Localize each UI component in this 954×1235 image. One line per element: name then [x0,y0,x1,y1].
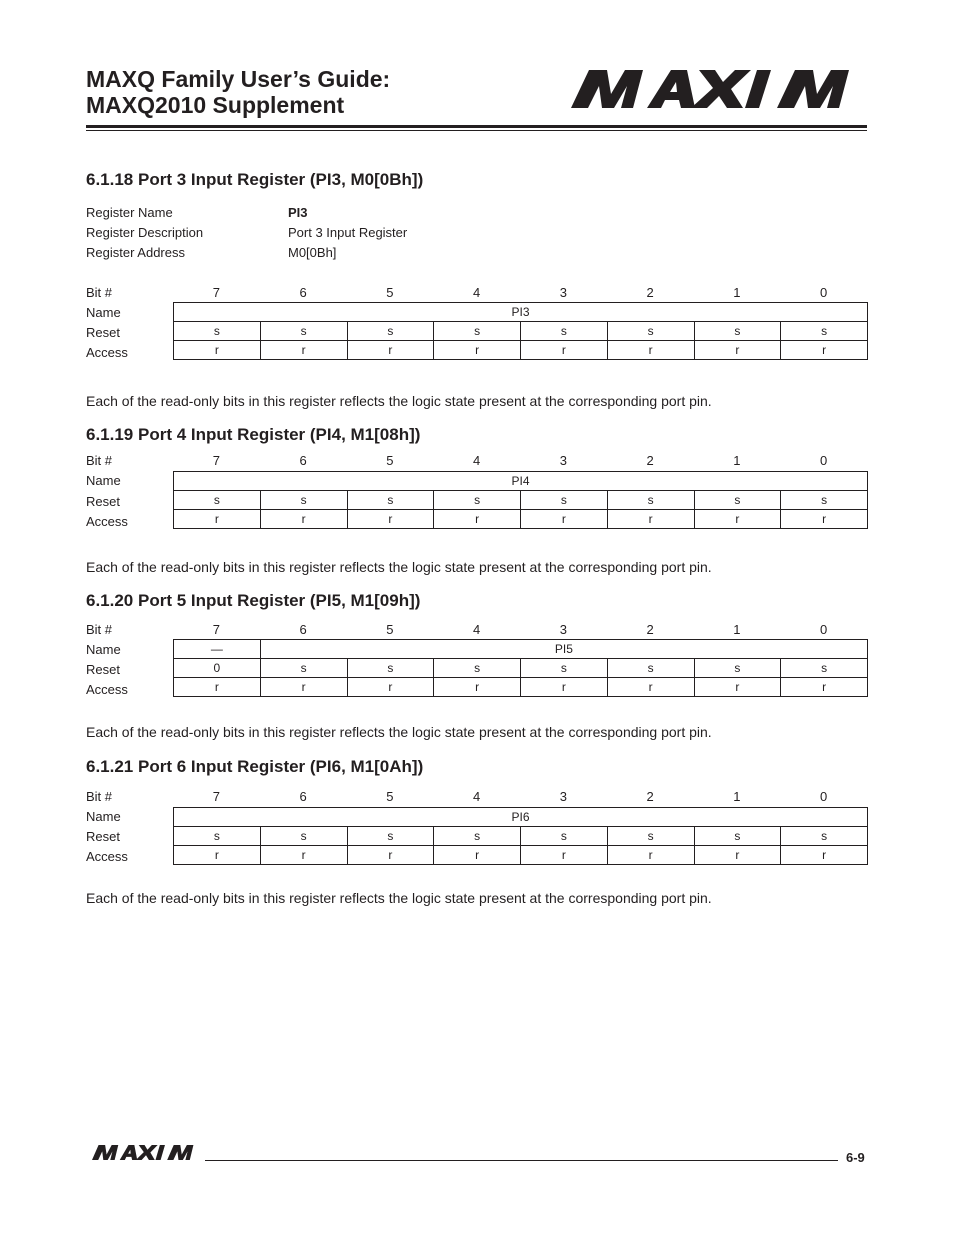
bit-number: 6 [299,789,307,804]
access-cell: r [261,846,348,865]
register-description-paragraph: Each of the read-only bits in this register reflects the logic state present at the corresponding port pin. [86,724,712,740]
bit-number: 7 [212,285,220,300]
reset-cell: s [695,659,782,678]
register-grid [173,302,868,360]
reset-cell: s [261,322,348,341]
access-cell: r [261,510,348,529]
reset-cell: s [608,659,695,678]
reset-row [174,491,868,510]
register-description-label: Register Description [86,225,204,240]
reset-cell: s [695,827,782,846]
name-row [174,303,868,322]
register-address-label: Register Address [86,245,185,260]
register-bit-map [86,285,867,365]
bit-number: 3 [559,789,567,804]
access-row [174,846,868,865]
bit-number-label: Bit # [86,285,113,300]
access-cell: r [348,510,435,529]
access-row [174,678,868,697]
reset-row [174,659,868,678]
reset-cell: s [174,322,261,341]
access-cell: r [434,510,521,529]
access-cell: r [781,678,868,697]
section-heading: 6.1.19 Port 4 Input Register (PI4, M1[08h]) [86,425,421,444]
reset-cell: s [434,659,521,678]
register-grid [173,639,868,697]
name-row [174,472,868,491]
access-cell: r [695,846,782,865]
header-rule-thin [86,130,867,131]
reset-cell: s [781,827,868,846]
bit-number: 0 [820,453,828,468]
access-row-label: Access [86,345,128,360]
page-number: 6-9 [846,1150,865,1165]
access-cell: r [434,678,521,697]
access-cell: r [261,678,348,697]
name-row-label: Name [86,809,121,824]
bit-number-label: Bit # [86,789,113,804]
bit-number: 1 [733,622,741,637]
reset-cell: s [434,491,521,510]
register-grid [173,807,868,865]
footer-rule [205,1160,838,1161]
reset-cell: s [174,491,261,510]
bit-number: 7 [212,622,220,637]
reset-cell: s [261,827,348,846]
access-cell: r [608,341,695,360]
reset-cell: s [781,491,868,510]
reset-cell: s [434,827,521,846]
reset-cell: s [695,491,782,510]
bit-number: 2 [646,789,654,804]
bit-number: 5 [386,453,394,468]
name-field-cell: PI4 [174,472,868,491]
reset-cell: s [348,659,435,678]
access-cell: r [174,678,261,697]
reset-row-label: Reset [86,494,120,509]
access-cell: r [348,678,435,697]
access-cell: r [608,678,695,697]
access-cell: r [521,678,608,697]
bit-number: 0 [820,285,828,300]
bit-number: 6 [299,453,307,468]
bit-number: 3 [559,285,567,300]
access-row-label: Access [86,682,128,697]
reset-cell: s [521,659,608,678]
section-heading: 6.1.20 Port 5 Input Register (PI5, M1[09h]) [86,591,421,610]
access-cell: r [174,846,261,865]
bit-number: 0 [820,622,828,637]
access-cell: r [434,846,521,865]
bit-number: 1 [733,285,741,300]
bit-number: 2 [646,453,654,468]
register-bit-map [86,453,867,533]
reset-cell: s [434,322,521,341]
bit-number: 0 [820,789,828,804]
register-description-paragraph: Each of the read-only bits in this register reflects the logic state present at the corresponding port pin. [86,890,712,906]
access-cell: r [348,846,435,865]
name-field-cell: PI6 [174,808,868,827]
register-bit-map [86,622,867,702]
reset-cell: s [348,491,435,510]
register-name-label: Register Name [86,205,173,220]
bit-number: 3 [559,622,567,637]
access-cell: r [521,510,608,529]
access-cell: r [174,341,261,360]
access-row-label: Access [86,514,128,529]
reset-cell: s [261,491,348,510]
bit-number: 2 [646,285,654,300]
access-cell: r [608,510,695,529]
name-row-label: Name [86,305,121,320]
reset-cell: s [521,491,608,510]
access-cell: r [781,341,868,360]
access-cell: r [521,846,608,865]
bit-number: 4 [473,789,481,804]
reset-cell: s [608,322,695,341]
bit-number: 3 [559,453,567,468]
reset-cell: s [695,322,782,341]
access-row [174,341,868,360]
bit-number: 5 [386,789,394,804]
access-cell: r [174,510,261,529]
bit-number-label: Bit # [86,453,113,468]
reset-cell: 0 [174,659,261,678]
name-unused-bit-cell: — [174,640,261,659]
document-title-line1: MAXQ Family User’s Guide: [86,66,391,92]
access-row-label: Access [86,849,128,864]
bit-number: 1 [733,453,741,468]
bit-number: 4 [473,453,481,468]
name-row [174,640,868,659]
reset-row-label: Reset [86,325,120,340]
register-description-paragraph: Each of the read-only bits in this register reflects the logic state present at the corresponding port pin. [86,393,712,409]
access-cell: r [434,341,521,360]
access-cell: r [521,341,608,360]
register-address-value: M0[0Bh] [288,245,337,260]
name-field-cell: PI5 [261,640,868,659]
reset-cell: s [174,827,261,846]
access-cell: r [781,846,868,865]
reset-cell: s [781,659,868,678]
reset-row-label: Reset [86,829,120,844]
name-row [174,808,868,827]
reset-cell: s [608,491,695,510]
access-cell: r [261,341,348,360]
reset-cell: s [348,322,435,341]
header-rule-thick [86,125,867,128]
reset-cell: s [521,827,608,846]
bit-number: 5 [386,285,394,300]
section-heading: 6.1.18 Port 3 Input Register (PI3, M0[0Bh]) [86,170,424,189]
access-cell: r [348,341,435,360]
name-row-label: Name [86,642,121,657]
access-row [174,510,868,529]
reset-row-label: Reset [86,662,120,677]
reset-cell: s [608,827,695,846]
bit-number: 7 [212,789,220,804]
reset-row [174,827,868,846]
bit-number: 1 [733,789,741,804]
access-cell: r [608,846,695,865]
reset-cell: s [348,827,435,846]
name-field-cell: PI3 [174,303,868,322]
name-row-label: Name [86,473,121,488]
document-title [86,66,390,118]
reset-row [174,322,868,341]
bit-number-label: Bit # [86,622,113,637]
document-title-line2: MAXQ2010 Supplement [86,92,345,118]
maxim-logo [571,70,867,108]
access-cell: r [695,678,782,697]
access-cell: r [695,510,782,529]
reset-cell: s [261,659,348,678]
register-description-value: Port 3 Input Register [288,225,408,240]
maxim-logo-footer [92,1145,200,1160]
access-cell: r [695,341,782,360]
bit-number: 4 [473,285,481,300]
bit-number: 7 [212,453,220,468]
reset-cell: s [781,322,868,341]
register-name-value: PI3 [288,205,308,220]
register-grid [173,471,868,529]
access-cell: r [781,510,868,529]
register-description-paragraph: Each of the read-only bits in this register reflects the logic state present at the corresponding port pin. [86,559,712,575]
bit-number: 4 [473,622,481,637]
bit-number: 5 [386,622,394,637]
reset-cell: s [521,322,608,341]
register-bit-map [86,789,867,869]
bit-number: 2 [646,622,654,637]
bit-number: 6 [299,285,307,300]
section-heading: 6.1.21 Port 6 Input Register (PI6, M1[0Ah]) [86,757,424,776]
bit-number: 6 [299,622,307,637]
